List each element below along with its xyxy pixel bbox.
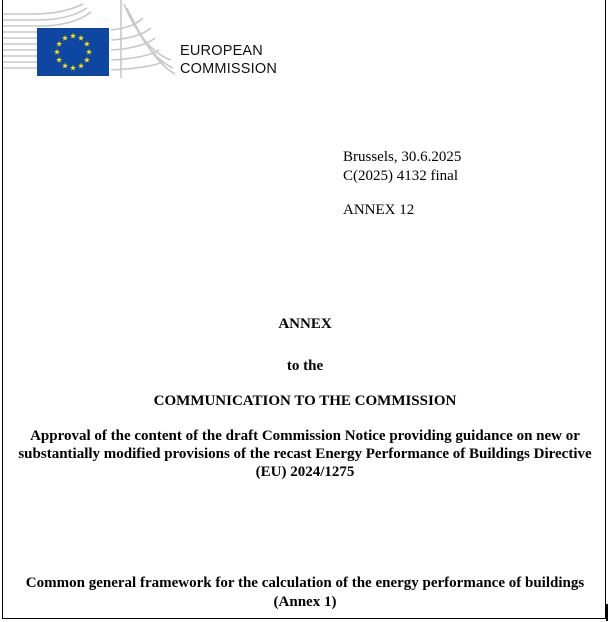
framework-title-line-1: Common general framework for the calculation of the energy performance of buildings bbox=[25, 575, 585, 591]
organisation-line-2: COMMISSION bbox=[180, 61, 278, 77]
document-reference-block bbox=[343, 148, 461, 220]
to-the-text: to the bbox=[286, 358, 324, 374]
communication-title: COMMUNICATION TO THE COMMISSION bbox=[153, 393, 457, 409]
annex-heading: ANNEX bbox=[278, 316, 332, 332]
organisation-name bbox=[180, 42, 277, 78]
framework-title-line-2: (Annex 1) bbox=[273, 594, 337, 610]
document-reference: C(2025) 4132 final bbox=[343, 168, 458, 184]
organisation-line-1: EUROPEAN bbox=[180, 43, 263, 59]
approval-title: Approval of the content of the draft Commission Notice providing guidance on new or substantially modified provisions of the recast Energy Performance of Buildings Directive (EU) 2024/1275 bbox=[18, 428, 592, 480]
framework-title bbox=[3, 574, 607, 612]
place-date: Brussels, 30.6.2025 bbox=[343, 149, 462, 165]
document-page bbox=[2, 0, 606, 619]
annex-number: ANNEX 12 bbox=[343, 202, 415, 218]
text-cursor bbox=[606, 604, 608, 621]
